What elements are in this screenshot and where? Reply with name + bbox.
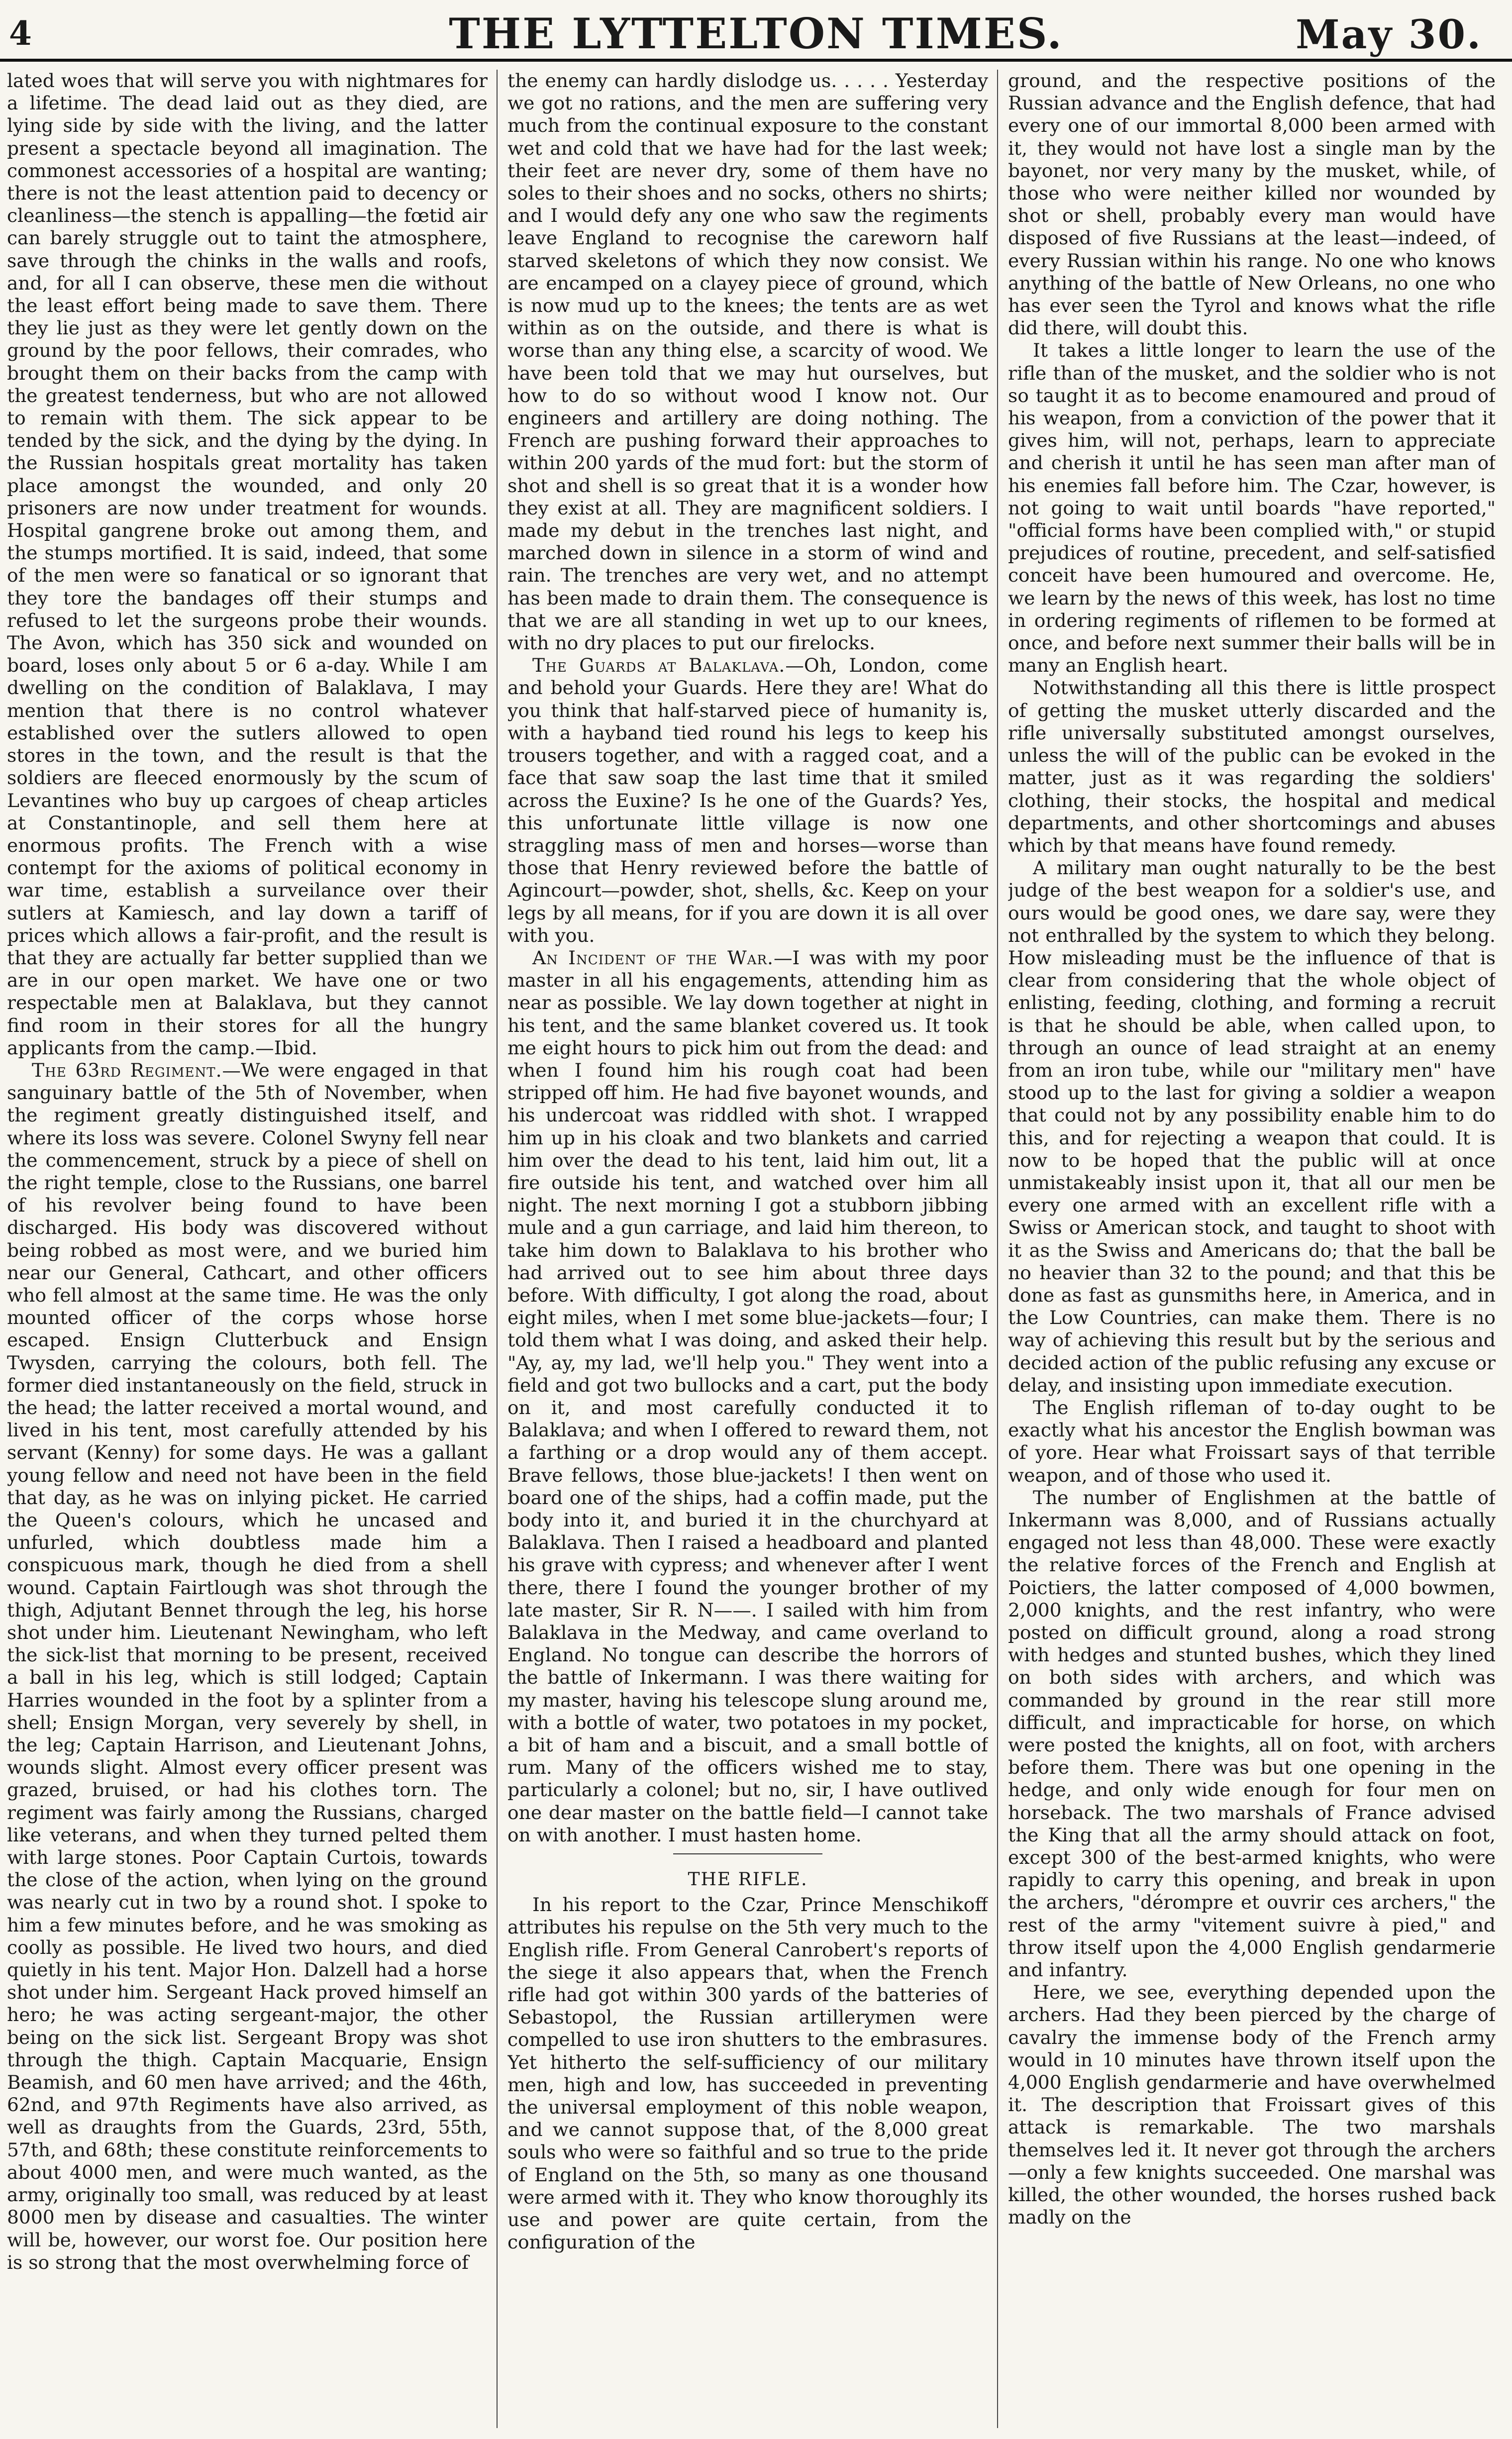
page-number: 4 [9, 14, 32, 53]
column-2 [507, 70, 988, 2428]
section-heading: The 63rd Regiment. [32, 1059, 222, 1081]
column-3 [1008, 70, 1496, 2428]
article-text: The English rifleman of to-day ought to be exactly what his ancestor the English bowman was of yore. Hear what Froissart says of that terrible weapon, and of those who used it. [1008, 1396, 1496, 1486]
rifle-section-title: THE RIFLE. [688, 1869, 808, 1890]
column-divider [497, 70, 498, 2428]
section-heading: The Guards at Balaklava. [532, 654, 786, 677]
article-text: In his report to the Czar, Prince Menschikoff attributes his repulse on the 5th very much to the English rifle. From General Canrobert's reports of the siege it also appears that, when the French rifle had got within 300 yards of the batteries of Sebastopol, the Russian artillerymen were compelled to use iron shutters to the embrasures. Yet hitherto the self-sufficiency of our military men, high and low, has succeeded in preventing the universal employment of this noble weapon, and we cannot suppose that, of the 8,000 great souls who were so faithful and so true to the pride of England on the 5th, so many as one thousand were armed with it. They who know thoroughly its use and power are quite certain, from the configuration of the [507, 1894, 988, 2253]
article-paragraph [507, 947, 988, 1846]
article-text: A military man ought naturally to be the best judge of the best weapon for a soldier's use, and ours would be good ones, we dare say, were they not enthralled by the system to which they belong. How misleading must be the influence of that is clear from considering that the whole object of enlisting, feeding, clothing, and forming a recruit is that he should be able, when called upon, to through an ounce of lead straight at an enemy from an iron tube, while our "military men" have stood up to the last for giving a soldier a weapon that could not by any possibility enable him to do this, and for rejecting a weapon that could. It is now to be hoped that the public will at once unmistakeably insist upon it, that all our men be every one armed with an excellent rifle with a Swiss or American stock, and taught to shoot with it as the Swiss and Americans do; that the ball be no heavier than 32 to the pound; and that this be done as fast as gunsmiths here, in America, and in the Low Countries, can make them. There is no way of achieving this result but by the serious and decided action of the public refusing any excuse or delay, and insisting upon immediate execution. [1008, 857, 1496, 1396]
article-text: ground, and the respective positions of the Russian advance and the English defence, that had every one of our immortal 8,000 been armed with it, they would not have lost a single man by the bayonet, nor very many by the musket, while, of those who were neither killed nor wounded by shot or shell, probably every man would have disposed of five Russians at the least—indeed, of every Russian within his range. No one who knows anything of the battle of New Orleans, no one who has ever seen the Tyrol and knows what the rifle did there, will doubt this. [1008, 70, 1496, 339]
section-heading: An Incident of the War. [532, 946, 774, 969]
article-paragraph [7, 1059, 488, 2274]
column-1 [7, 70, 488, 2428]
column-divider [997, 70, 998, 2428]
masthead [0, 9, 1512, 58]
article-paragraph [507, 654, 988, 947]
article-text: —I was with my poor master in all his engagements, attending him as near as possible. We lay down together at night in his tent, and the same blanket covered us. It took me eight hours to pick him out from the dead: and when I found him his rough coat had been stripped off him. He had five bayonet wounds, and his undercoat was riddled with shot. I wrapped him up in his cloak and two blankets and carried him over the dead to his tent, laid him out, lit a fire outside his tent, and watched over him all night. The next morning I got a stubborn jibbing mule and a gun carriage, and laid him thereon, to take him down to Balaklava to his brother who had arrived out to see him about three days before. With difficulty, I got along the road, about eight miles, when I met some blue-jackets—four; I told them what I was doing, and asked their help. "Ay, ay, my lad, we'll help you." They went into a field and got two bullocks and a cart, put the body on it, and most carefully conducted it to Balaklava; and when I offered to reward them, not a farthing or a drop would any of them accept. Brave fellows, those blue-jackets! I then went on board one of the ships, had a coffin made, put the body into it, and buried it in the churchyard at Balaklava. Then I raised a headboard and planted his grave with cypress; and whenever after I went there, there I found the younger brother of my late master, Sir R. N——. I sailed with him from Balaklava in the Medway, and came overland to England. No tongue can describe the horrors of the battle of Inkermann. I was there waiting for my master, having his telescope slung around me, with a bottle of water, two potatoes in my pocket, a bit of ham and a biscuit, and a small bottle of rum. Many of the officers wished me to stay, particularly a colonel; but no, sir, I have outlived one dear master on the battle field—I cannot take on with another. I must hasten home. [507, 946, 988, 1846]
article-text: —We were engaged in that sanguinary battle of the 5th of November, when the regiment greatly distinguished itself, and where its loss was severe. Colonel Swyny fell near the commencement, struck by a piece of shell on the right temple, close to the Russians, one barrel of his revolver being found to have been discharged. His body was discovered without being robbed as most were, and we buried him near our General, Cathcart, and other officers who fell almost at the same time. He was the only mounted officer of the corps whose horse escaped. Ensign Clutterbuck and Ensign Twysden, carrying the colours, both fell. The former died instantaneously on the field, struck in the head; the latter received a mortal wound, and lived in his tent, most carefully attended by his servant (Kenny) for some days. He was a gallant young fellow and need not have been in the field that day, as he was on inlying picket. He carried the Queen's colours, which he uncased and unfurled, which doubtless made him a conspicuous mark, though he died from a shell wound. Captain Fairtlough was shot through the thigh, Adjutant Bennet through the leg, his horse shot under him. Lieutenant Newingham, who left the sick-list that morning to be present, received a ball in his leg, which is still lodged; Captain Harries wounded in the foot by a splinter from a shell; Ensign Morgan, very severely by shell, in the leg; Captain Harrison, and Lieutenant Johns, wounds slight. Almost every officer present was grazed, bruised, or had his clothes torn. The regiment was fairly among the Russians, charged like veterans, and when they turned pelted them with large stones. Poor Captain Curtois, towards the close of the action, when lying on the ground was nearly cut in two by a round shot. I spoke to him a few minutes before, and he was smoking as coolly as possible. He lived two hours, and died quietly in his tent. Major Hon. Dalzell had a horse shot under him. Sergeant Hack proved himself an hero; he was acting sergeant-major, the other being on the sick list. Sergeant Bropy was shot through the thigh. Captain Macquarie, Ensign Beamish, and 60 men have arrived; and the 46th, 62nd, and 97th Regiments have also arrived, as well as draughts from the Guards, 23rd, 55th, 57th, and 68th; these constitute reinforcements to about 4000 men, and were much wanted, as the army, originally too small, was reduced by at least 8000 men by disease and casualties. The winter will be, however, our worst foe. Our position here is so strong that the most overwhelming force of [7, 1059, 488, 2273]
article-text: Notwithstanding all this there is little prospect of getting the musket utterly discarded and the rifle universally substituted amongst ourselves, unless the will of the public can be evoked in the matter, just as it was regarding the soldiers' clothing, their stocks, the hospital and medical departments, and other shortcomings and abuses which by that means have found remedy. [1008, 677, 1496, 856]
article-text: —Oh, London, come and behold your Guards. Here they are! What do you think that half-starved piece of humanity is, with a hayband tied round his legs to keep his trousers together, and with a ragged coat, and a face that saw soap the last time that it smiled across the Euxine? Is he one of the Guards? Yes, this unfortunate little village is now one straggling mass of men and horses—worse than those that Henry reviewed before the battle of Agincourt—powder, shot, shells, &c. Keep on your legs by all means, for if you are down it is all over with you. [507, 654, 988, 946]
article-text: It takes a little longer to learn the use of the rifle than of the musket, and the soldier who is not so taught it as to become enamoured and proud of his weapon, from a conviction of the power that it gives him, will not, perhaps, learn to appreciate and cherish it until he has seen man after man of his enemies fall before him. The Czar, however, is not going to wait until boards "have reported," "official forms have been complied with," or stupid prejudices of routine, precedent, and self-satisfied conceit have been humoured and overcome. He, we learn by the news of this week, has lost no time in ordering regiments of riflemen to be formed at once, and before next summer their balls will be in many an English heart. [1008, 339, 1496, 677]
article-text: Here, we see, everything depended upon the archers. Had they been pierced by the charge of cavalry the immense body of the French army would in 10 minutes have thrown itself upon the 4,000 English gendarmerie and have overwhelmed it. The description that Froissart gives of this attack is remarkable. The two marshals themselves led it. It never got through the archers—only a few knights succeeded. One marshal was killed, the other wounded, the horses rushed back madly on the [1008, 1981, 1496, 2229]
issue-date: May 30. [1296, 11, 1482, 58]
header-rule [0, 59, 1512, 62]
section-rule [673, 1853, 822, 1854]
article-text: the enemy can hardly dislodge us. . . . . Yesterday we got no rations, and the men are suffering very much from the continual exposure to the constant wet and cold that we have had for the last week; their feet are never dry, some of them have no soles to their shoes and no socks, others no shirts; and I would defy any one who saw the regiments leave England to recognise the careworn half starved skeletons of which they now consist. We are encamped on a clayey piece of ground, which is now mud up to the knees; the tents are as wet within as on the outside, and there is what is worse than any thing else, a scarcity of wood. We have been told that we may hut ourselves, but how to do so without wood I know not. Our engineers and artillery are doing nothing. The French are pushing forward their approaches to within 200 yards of the mud fort: but the storm of shot and shell is so great that it is a wonder how they exist at all. They are magnificent soldiers. I made my debut in the trenches last night, and marched down in silence in a storm of wind and rain. The trenches are very wet, and no attempt has been made to drain them. The consequence is that we are all standing in wet up to our knees, with no dry places to put our firelocks. [507, 70, 988, 654]
newspaper-title: THE LYTTELTON TIMES. [449, 9, 1063, 58]
article-text: lated woes that will serve you with nightmares for a lifetime. The dead laid out as they died, are lying side by side with the living, and the latter present a spectacle beyond all imagination. The commonest accessories of a hospital are wanting; there is not the least attention paid to decency or cleanliness—the stench is appalling—the fœtid air can barely struggle out to taint the atmosphere, save through the chinks in the walls and roofs, and, for all I can observe, these men die without the least effort being made to save them. There they lie just as they were let gently down on the ground by the poor fellows, their comrades, who brought them on their backs from the camp with the greatest tenderness, but who are not allowed to remain with them. The sick appear to be tended by the sick, and the dying by the dying. In the Russian hospitals great mortality has taken place amongst the wounded, and only 20 prisoners are now under treatment for wounds. Hospital gangrene broke out among them, and the stumps mortified. It is said, indeed, that some of the men were so fanatical or so ignorant that they tore the bandages off their stumps and refused to let the surgeons probe their wounds. The Avon, which has 350 sick and wounded on board, loses only about 5 or 6 a-day. While I am dwelling on the condition of Balaklava, I may mention that there is no control whatever established over the sutlers allowed to open stores in the town, and the result is that the soldiers are fleeced enormously by the scum of Levantines who buy up cargoes of cheap articles at Constantinople, and sell them here at enormous profits. The French with a wise contempt for the axioms of political economy in war time, establish a surveilance over their sutlers at Kamiesch, and lay down a tariff of prices which allows a fair-profit, and the result is that they are actually far better supplied than we are in our open market. We have one or two respectable men at Balaklava, but they cannot find room in their stores for all the hungry applicants from the camp.—Ibid. [7, 70, 488, 1059]
article-text: The number of Englishmen at the battle of Inkermann was 8,000, and of Russians actually engaged not less than 48,000. These were exactly the relative forces of the French and English at Poictiers, the latter composed of 4,000 bowmen, 2,000 knights, and the rest infantry, who were posted on difficult ground, along a road strong with hedges and stunted bushes, which they lined on both sides with archers, and which was commanded by ground in the rear still more difficult, and impracticable for horse, on which were posted the knights, all on foot, with archers before them. There was but one opening in the hedge, and only wide enough for four men on horseback. The two marshals of France advised the King that all the army should attack on foot, except 300 of the best-armed knights, who were rapidly to carry this opening, and break in upon the archers, "dérompre et ouvrir ces archers," the rest of the army "vitement suivre à pied," and throw itself upon the 4,000 English gendarmerie and infantry. [1008, 1486, 1496, 1981]
